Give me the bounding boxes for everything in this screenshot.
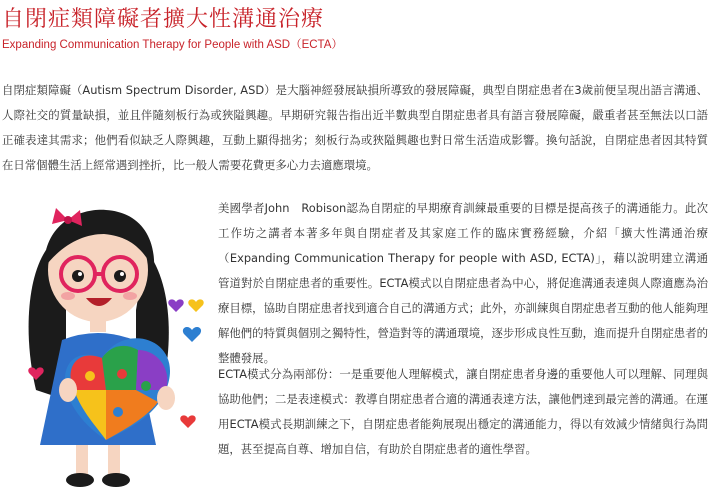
shoe-left bbox=[66, 473, 94, 487]
page-title: 自閉症類障礙者擴大性溝通治療 bbox=[2, 7, 325, 32]
girl-illustration-svg bbox=[6, 190, 212, 496]
girl-puzzle-heart-illustration bbox=[6, 190, 212, 496]
small-heart-yellow bbox=[188, 299, 203, 312]
shoe-right bbox=[102, 473, 130, 487]
intro-paragraph: 自閉症類障礙（Autism Spectrum Disorder, ASD）是大腦神經發展缺損所導致的發展障礙，典型自閉症患者在3歲前便呈現出語言溝通、人際社交的質量缺損，並且伴隨刻板行為或狹隘興趣。早期研究報告指出近半數典型自閉症患者具有語言發展障礙，嚴重者甚至無法以口語正確表達其需求；他們看似缺乏人際興趣，互動上顯得拙劣；刻板行為或狹隘興趣也對日常生活造成影響。換句話說，自閉症患者因其特質在日常個體生活上經常遇到挫折，比一般人需要花費更多心力去適應環境。 bbox=[2, 83, 708, 172]
small-heart-purple bbox=[168, 299, 183, 312]
small-heart-red bbox=[180, 415, 195, 428]
small-heart-blue bbox=[183, 327, 201, 342]
ecta-model-paragraph: ECTA模式分為兩部份：一是重要他人理解模式，讓自閉症患者身邊的重要他人可以理解、同理與協助他們；二是表達模式：教導自閉症患者合適的溝通表達方法，讓他們達到最完善的溝通。在運用ECTA模式長期訓練之下，自閉症患者能夠展現出穩定的溝通能力，得以有效減少情緒與行為問題，甚至提高自尊、增加自信，有助於自閉症患者的適性學習。 bbox=[218, 367, 708, 456]
robison-paragraph: 美國學者John Robison認為自閉症的早期療育訓練最重要的目標是提高孩子的溝通能力。此次工作坊之講者本著多年與自閉症者及其家庭工作的臨床實務經驗，介紹「擴大性溝通治療（Expanding Communication Therapy for people with ASD, ECTA)」，藉以說明建立溝通管道對於自閉症患者的重要性。ECTA模式以自閉症患者為中心，將促進溝通表達與人際適應為治療目標，協助自閉症患者找到適合自己的溝通方式；此外，亦訓練與自閉症患者互動的他人能夠理解他們的特質與個別之獨特性，營造對等的溝通環境，逐步形成良性互動，進而提升自閉症患者的整體發展。 bbox=[218, 201, 708, 365]
page-subtitle: Expanding Communication Therapy for People with ASD（ECTA） bbox=[2, 39, 343, 51]
